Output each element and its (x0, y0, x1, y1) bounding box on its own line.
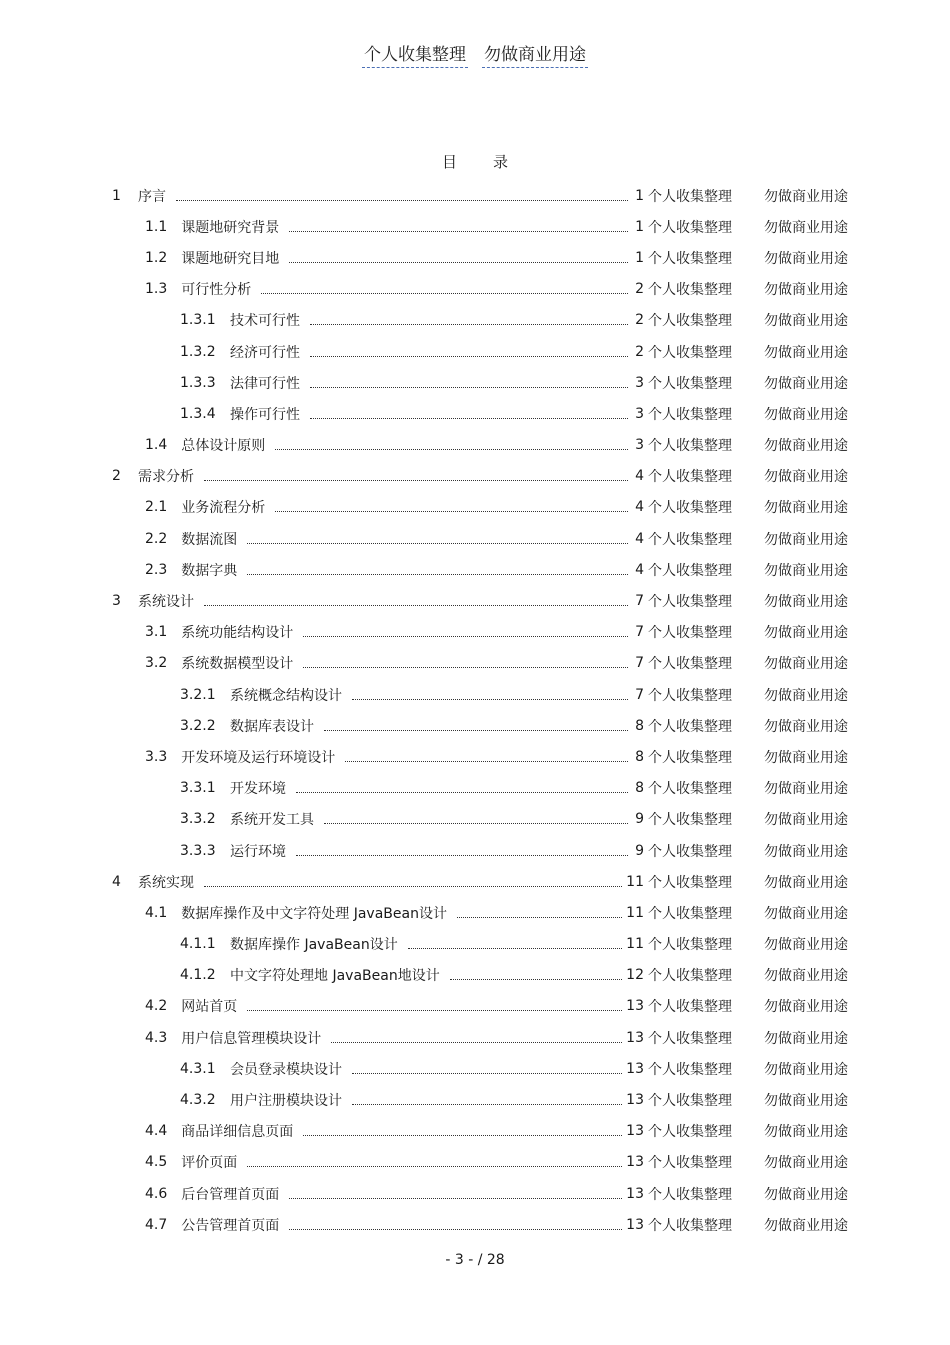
dot-leader (303, 635, 628, 637)
dot-leader (289, 261, 628, 263)
toc-entry-title: 系统设计 (138, 594, 194, 611)
toc-entry-page: 7 (635, 655, 644, 672)
toc-entry-title: 系统开发工具 (230, 812, 314, 829)
toc-entry-suffix-2: 勿做商业用途 (764, 749, 848, 766)
dot-leader (324, 822, 628, 824)
dot-leader (247, 542, 628, 544)
toc-entry-page: 11 (626, 873, 644, 890)
dot-leader (408, 947, 622, 949)
dot-leader (247, 1009, 622, 1011)
toc-entry-number: 2 (112, 468, 121, 485)
toc-entry-suffix-1: 个人收集整理 (648, 438, 732, 455)
toc-entry-suffix-1: 个人收集整理 (648, 1155, 732, 1172)
toc-entry-page: 3 (635, 374, 644, 391)
header-text-part1: 个人收集整理 (362, 40, 468, 68)
toc-entry-number: 2.3 (145, 561, 168, 578)
toc-entry-title: 开发环境及运行环境设计 (181, 749, 336, 766)
toc-entry-suffix-1: 个人收集整理 (648, 781, 732, 798)
toc-entry-title: 业务流程分析 (181, 500, 266, 517)
page-header (0, 40, 950, 68)
dot-leader (176, 199, 628, 201)
toc-entry[interactable] (112, 585, 848, 616)
toc-entry[interactable] (112, 835, 848, 866)
dot-leader (303, 666, 628, 668)
toc-entry-suffix-1: 个人收集整理 (648, 656, 732, 673)
toc-entry[interactable] (112, 1084, 848, 1115)
dot-leader (204, 885, 622, 887)
toc-entry[interactable] (112, 804, 848, 835)
toc-entry[interactable] (112, 991, 848, 1022)
toc-entry-suffix-2: 勿做商业用途 (764, 406, 848, 423)
toc-entry-page: 1 (635, 187, 644, 204)
toc-entry-title: 系统功能结构设计 (181, 625, 294, 642)
toc-entry-page: 13 (626, 1123, 644, 1140)
toc-entry-title: 需求分析 (138, 469, 194, 486)
toc-entry-suffix-1: 个人收集整理 (648, 250, 732, 267)
toc-entry[interactable] (112, 1116, 848, 1147)
dot-leader (310, 355, 628, 357)
toc-entry-suffix-2: 勿做商业用途 (764, 1217, 848, 1234)
toc-entry-title: 商品详细信息页面 (181, 1124, 294, 1141)
toc-entry-number: 4 (112, 873, 121, 890)
toc-entry-suffix-2: 勿做商业用途 (764, 874, 848, 891)
toc-entry[interactable] (112, 679, 848, 710)
toc-entry-page: 13 (626, 1185, 644, 1202)
toc-entry[interactable] (112, 866, 848, 897)
dot-leader (261, 292, 628, 294)
toc-entry-suffix-1: 个人收集整理 (648, 188, 732, 205)
toc-entry[interactable] (112, 398, 848, 429)
dot-leader (310, 417, 628, 419)
toc-entry-page: 13 (626, 1092, 644, 1109)
toc-entry-title: 课题地研究目地 (181, 250, 280, 267)
toc-entry-title: 公告管理首页面 (181, 1217, 280, 1234)
toc-entry-page: 8 (635, 748, 644, 765)
toc-entry-suffix-1: 个人收集整理 (648, 812, 732, 829)
toc-entry-number: 4.1.1 (180, 936, 216, 953)
toc-entry-page: 13 (626, 1060, 644, 1077)
toc-entry-suffix-1: 个人收集整理 (648, 687, 732, 704)
toc-entry-page: 9 (635, 842, 644, 859)
toc-entry-number: 4.2 (145, 998, 168, 1015)
header-text-part2: 勿做商业用途 (482, 40, 588, 68)
toc-entry-number: 3.3.3 (180, 842, 216, 859)
toc-entry-suffix-1: 个人收集整理 (648, 905, 732, 922)
toc-entry[interactable] (112, 1053, 848, 1084)
toc-entry-number: 4.5 (145, 1154, 168, 1171)
toc-entry-page: 13 (626, 1216, 644, 1233)
toc-entry[interactable] (112, 430, 848, 461)
toc-entry-suffix-1: 个人收集整理 (648, 531, 732, 548)
toc-entry-suffix-1: 个人收集整理 (648, 282, 732, 299)
toc-entry[interactable] (112, 554, 848, 585)
toc-entry-suffix-1: 个人收集整理 (648, 999, 732, 1016)
toc-entry-suffix-2: 勿做商业用途 (764, 1030, 848, 1047)
toc-entry-number: 1.3.1 (180, 312, 216, 329)
dot-leader (204, 604, 628, 606)
toc-entry-suffix-1: 个人收集整理 (648, 500, 732, 517)
toc-entry[interactable] (112, 929, 848, 960)
toc-entry-suffix-1: 个人收集整理 (648, 874, 732, 891)
toc-entry-suffix-1: 个人收集整理 (648, 313, 732, 330)
toc-entry-title: 中文字符处理地 JavaBean地设计 (230, 968, 440, 985)
toc-entry-number: 4.1 (145, 904, 168, 921)
toc-entry-number: 1.1 (145, 218, 168, 235)
toc-entry-suffix-1: 个人收集整理 (648, 968, 732, 985)
toc-entry-suffix-2: 勿做商业用途 (764, 250, 848, 267)
toc-entry-number: 2.1 (145, 499, 168, 516)
toc-entry-suffix-2: 勿做商业用途 (764, 313, 848, 330)
toc-entry-number: 3.2 (145, 655, 168, 672)
toc-entry-title: 用户注册模块设计 (230, 1093, 342, 1110)
toc-entry-page: 4 (635, 561, 644, 578)
toc-entry[interactable] (112, 741, 848, 772)
toc-entry-suffix-2: 勿做商业用途 (764, 562, 848, 579)
toc-entry[interactable] (112, 523, 848, 554)
toc-entry-title: 系统实现 (138, 874, 194, 891)
toc-entry-suffix-2: 勿做商业用途 (764, 905, 848, 922)
toc-entry-title: 会员登录模块设计 (230, 1061, 342, 1078)
toc-entry-number: 1.3.2 (180, 343, 216, 360)
toc-entry-number: 3.2.1 (180, 686, 216, 703)
toc-entry-page: 4 (635, 468, 644, 485)
dot-leader (331, 1041, 622, 1043)
toc-entry-suffix-2: 勿做商业用途 (764, 781, 848, 798)
toc-entry[interactable] (112, 617, 848, 648)
dot-leader (303, 1134, 622, 1136)
toc-entry-suffix-2: 勿做商业用途 (764, 843, 848, 860)
toc-entry-title: 数据字典 (181, 562, 238, 579)
toc-entry-suffix-2: 勿做商业用途 (764, 718, 848, 735)
toc-entry-suffix-2: 勿做商业用途 (764, 656, 848, 673)
toc-entry[interactable] (112, 1022, 848, 1053)
toc-entry-page: 11 (626, 904, 644, 921)
toc-entry-page: 2 (635, 343, 644, 360)
toc-entry[interactable] (112, 960, 848, 991)
toc-entry[interactable] (112, 211, 848, 242)
toc-entry-suffix-1: 个人收集整理 (648, 594, 732, 611)
dot-leader (275, 448, 628, 450)
toc-entry-suffix-2: 勿做商业用途 (764, 500, 848, 517)
dot-leader (247, 1165, 622, 1167)
dot-leader (352, 698, 628, 700)
toc-entry-page: 2 (635, 281, 644, 298)
toc-entry-title: 数据库操作 JavaBean设计 (230, 937, 398, 954)
toc-entry-suffix-1: 个人收集整理 (648, 1124, 732, 1141)
toc-entry-number: 4.3 (145, 1029, 168, 1046)
toc-entry-number: 4.1.2 (180, 967, 216, 984)
toc-entry-page: 7 (635, 686, 644, 703)
toc-entry-page: 3 (635, 405, 644, 422)
toc-entry-title: 用户信息管理模块设计 (181, 1030, 322, 1047)
dot-leader (289, 1197, 622, 1199)
toc-entry-suffix-1: 个人收集整理 (648, 1186, 732, 1203)
toc-entry-page: 13 (626, 1029, 644, 1046)
toc-entry-title: 数据库操作及中文字符处理 JavaBean设计 (181, 905, 447, 922)
toc-entry-page: 9 (635, 811, 644, 828)
toc-entry-suffix-1: 个人收集整理 (648, 625, 732, 642)
toc-entry[interactable] (112, 773, 848, 804)
toc-entry-title: 可行性分析 (181, 282, 252, 299)
toc-entry-suffix-1: 个人收集整理 (648, 469, 732, 486)
toc-entry-suffix-1: 个人收集整理 (648, 344, 732, 361)
toc-entry-suffix-2: 勿做商业用途 (764, 188, 848, 205)
toc-entry-title: 运行环境 (230, 843, 286, 860)
toc-entry[interactable] (112, 242, 848, 273)
toc-entry-page: 8 (635, 780, 644, 797)
toc-entry-number: 2.2 (145, 530, 168, 547)
toc-entry[interactable] (112, 274, 848, 305)
toc-entry-number: 1.3.4 (180, 405, 216, 422)
toc-entry-number: 3 (112, 593, 121, 610)
toc-entry-page: 8 (635, 717, 644, 734)
dot-leader (457, 916, 622, 918)
toc-entry-page: 3 (635, 437, 644, 454)
toc-entry-title: 评价页面 (181, 1155, 238, 1172)
toc-entry-title: 经济可行性 (230, 344, 300, 361)
toc-entry-title: 后台管理首页面 (181, 1186, 280, 1203)
dot-leader (310, 386, 628, 388)
dot-leader (352, 1072, 622, 1074)
toc-entry-suffix-1: 个人收集整理 (648, 718, 732, 735)
toc-entry-page: 4 (635, 499, 644, 516)
toc-entry[interactable] (112, 648, 848, 679)
dot-leader (324, 729, 628, 731)
toc-entry[interactable] (112, 461, 848, 492)
toc-entry-suffix-2: 勿做商业用途 (764, 625, 848, 642)
toc-entry-suffix-2: 勿做商业用途 (764, 1186, 848, 1203)
toc-entry-number: 3.2.2 (180, 717, 216, 734)
toc-entry-suffix-1: 个人收集整理 (648, 406, 732, 423)
toc-entry-number: 1.4 (145, 437, 168, 454)
toc-entry[interactable] (112, 1209, 848, 1240)
toc-entry-suffix-2: 勿做商业用途 (764, 219, 848, 236)
toc-entry-number: 3.1 (145, 624, 168, 641)
toc-entry[interactable] (112, 1147, 848, 1178)
toc-entry[interactable] (112, 1178, 848, 1209)
toc-entry-suffix-1: 个人收集整理 (648, 937, 732, 954)
toc-entry-number: 1 (112, 187, 121, 204)
toc-entry-number: 3.3.1 (180, 780, 216, 797)
toc-entry-suffix-2: 勿做商业用途 (764, 1093, 848, 1110)
toc-entry-suffix-2: 勿做商业用途 (764, 999, 848, 1016)
toc-entry-title: 技术可行性 (230, 313, 300, 330)
page-footer: - 3 - / 28 (445, 1252, 505, 1268)
toc-entry-suffix-2: 勿做商业用途 (764, 937, 848, 954)
toc-entry-suffix-2: 勿做商业用途 (764, 282, 848, 299)
toc-entry-number: 3.3.2 (180, 811, 216, 828)
toc-entry-title: 数据流图 (181, 531, 238, 548)
toc-entry-number: 1.3 (145, 281, 168, 298)
toc-entry-number: 4.3.2 (180, 1092, 216, 1109)
toc-entry[interactable] (112, 897, 848, 928)
dot-leader (289, 230, 628, 232)
toc-entry-number: 4.6 (145, 1185, 168, 1202)
dot-leader (450, 978, 622, 980)
toc-entry-page: 13 (626, 998, 644, 1015)
toc-entry-suffix-1: 个人收集整理 (648, 1061, 732, 1078)
toc-entry-title: 网站首页 (181, 999, 238, 1016)
toc-entry[interactable] (112, 367, 848, 398)
dot-leader (345, 760, 628, 762)
toc-entry-number: 4.3.1 (180, 1060, 216, 1077)
toc-entry-number: 1.2 (145, 249, 168, 266)
toc-entry-page: 11 (626, 936, 644, 953)
toc-entry-title: 系统数据模型设计 (181, 656, 294, 673)
toc-entry-suffix-1: 个人收集整理 (648, 749, 732, 766)
toc-entry-title: 法律可行性 (230, 375, 300, 392)
toc-entry-page: 12 (626, 967, 644, 984)
toc-entry-page: 1 (635, 249, 644, 266)
toc-entry-title: 数据库表设计 (230, 718, 314, 735)
toc-entry-suffix-2: 勿做商业用途 (764, 531, 848, 548)
toc-entry-title: 操作可行性 (230, 406, 300, 423)
dot-leader (296, 854, 628, 856)
dot-leader (296, 791, 628, 793)
toc-entry-page: 7 (635, 593, 644, 610)
dot-leader (275, 510, 628, 512)
toc-entry-suffix-2: 勿做商业用途 (764, 594, 848, 611)
dot-leader (247, 573, 628, 575)
toc-entry-suffix-2: 勿做商业用途 (764, 1061, 848, 1078)
toc-entry-suffix-1: 个人收集整理 (648, 1217, 732, 1234)
toc-entry-suffix-2: 勿做商业用途 (764, 1155, 848, 1172)
toc-entry-title: 课题地研究背景 (181, 219, 280, 236)
toc-entry-page: 2 (635, 312, 644, 329)
toc-title: 目录 (441, 153, 544, 171)
toc-entry-suffix-1: 个人收集整理 (648, 1030, 732, 1047)
toc-entry-suffix-2: 勿做商业用途 (764, 344, 848, 361)
toc-entry-number: 3.3 (145, 748, 168, 765)
toc-entry-suffix-1: 个人收集整理 (648, 843, 732, 860)
toc-entry-suffix-1: 个人收集整理 (648, 1093, 732, 1110)
toc-entry-number: 1.3.3 (180, 374, 216, 391)
dot-leader (352, 1103, 622, 1105)
toc-entry-page: 1 (635, 218, 644, 235)
toc-entry-suffix-1: 个人收集整理 (648, 562, 732, 579)
toc-entry-suffix-2: 勿做商业用途 (764, 375, 848, 392)
toc-entry-suffix-1: 个人收集整理 (648, 219, 732, 236)
dot-leader (310, 323, 628, 325)
toc-entry[interactable] (112, 492, 848, 523)
toc-entry-suffix-2: 勿做商业用途 (764, 1124, 848, 1141)
toc-entry-title: 序言 (138, 188, 166, 205)
toc-entry[interactable] (112, 180, 848, 211)
toc-entry-number: 4.4 (145, 1123, 168, 1140)
toc-entry-suffix-1: 个人收集整理 (648, 375, 732, 392)
toc-entry-page: 4 (635, 530, 644, 547)
toc-entry-page: 13 (626, 1154, 644, 1171)
toc-entry-title: 总体设计原则 (181, 438, 266, 455)
toc-entry[interactable] (112, 710, 848, 741)
toc-entry[interactable] (112, 336, 848, 367)
toc-entry-title: 系统概念结构设计 (230, 687, 342, 704)
toc-entry-page: 7 (635, 624, 644, 641)
toc-entry[interactable] (112, 305, 848, 336)
toc-entry-title: 开发环境 (230, 781, 286, 798)
dot-leader (289, 1228, 622, 1230)
toc-entry-suffix-2: 勿做商业用途 (764, 687, 848, 704)
table-of-contents (112, 180, 848, 1240)
toc-entry-suffix-2: 勿做商业用途 (764, 968, 848, 985)
toc-entry-suffix-2: 勿做商业用途 (764, 438, 848, 455)
dot-leader (204, 479, 628, 481)
toc-entry-number: 4.7 (145, 1216, 168, 1233)
toc-entry-suffix-2: 勿做商业用途 (764, 812, 848, 829)
toc-entry-suffix-2: 勿做商业用途 (764, 469, 848, 486)
